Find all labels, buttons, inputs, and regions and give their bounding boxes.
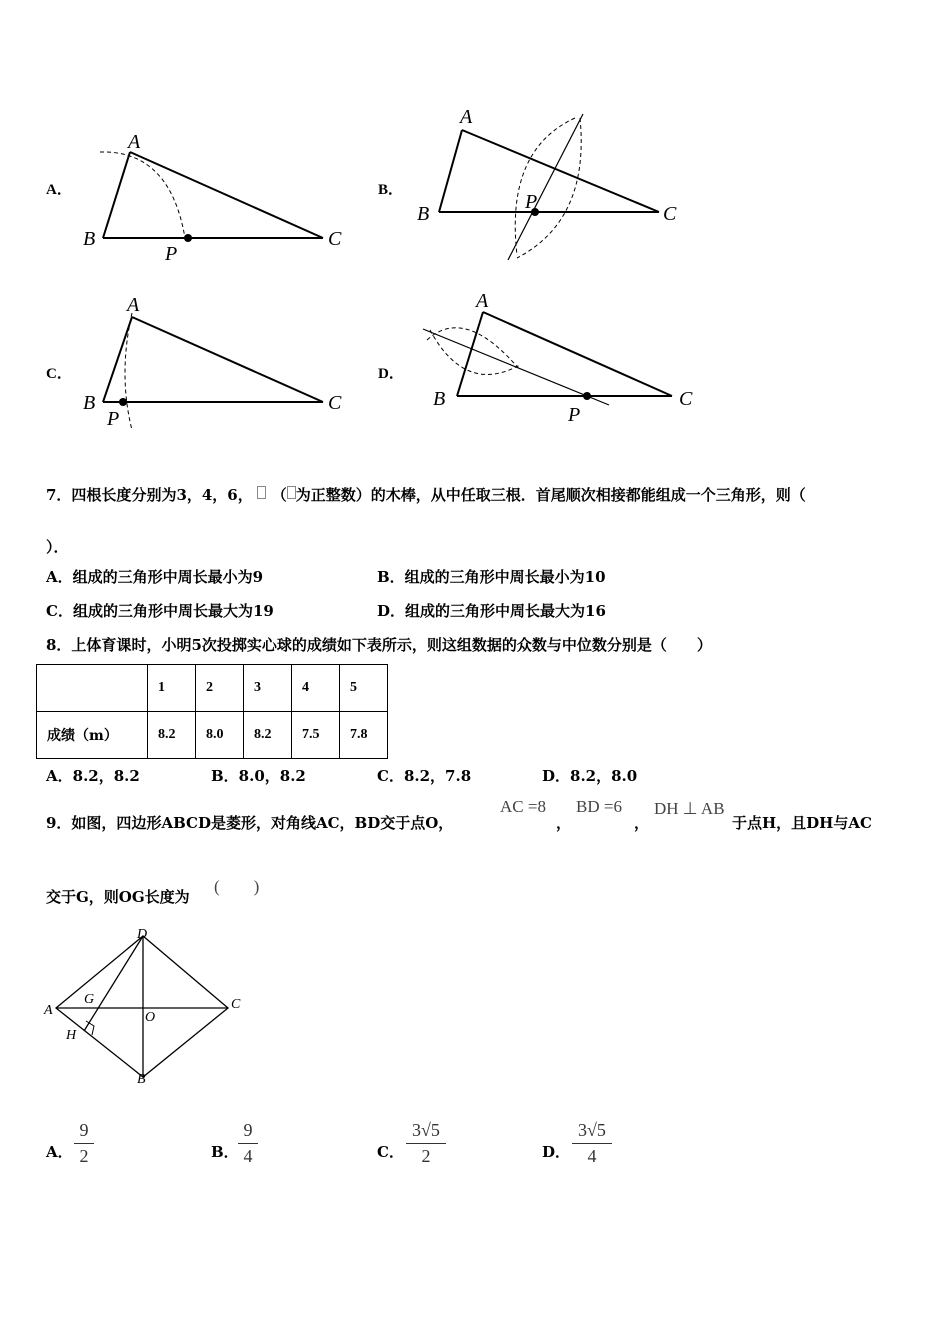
q9-option-b-label: B． xyxy=(211,1143,239,1161)
arc xyxy=(100,152,185,238)
label-c: C xyxy=(679,388,693,410)
q9-paren: ( ) xyxy=(214,877,260,896)
table-cell: 8.2 xyxy=(148,712,196,759)
q8-stem: 8．上体育课时，小明5次投掷实心球的成绩如下表所示，则这组数据的众数与中位数分别是（ ） xyxy=(46,636,712,654)
label-c: C xyxy=(663,203,677,225)
q9-option-d-label: D． xyxy=(542,1143,571,1161)
label-a: A xyxy=(476,290,489,312)
label-b: B xyxy=(417,203,430,225)
missing-symbol-box xyxy=(257,486,266,499)
table-cell: 成绩（m） xyxy=(37,712,148,759)
side-ab xyxy=(439,130,462,212)
table-row xyxy=(37,665,388,712)
arc xyxy=(125,313,132,430)
table-cell xyxy=(37,665,148,712)
table-cell: 8.0 xyxy=(196,712,244,759)
segment-dh xyxy=(84,936,143,1031)
denominator: 2 xyxy=(421,1146,431,1166)
rhombus xyxy=(56,936,228,1077)
arc-top xyxy=(427,328,520,370)
q9-stem-line2: 交于G，则OG长度为 xyxy=(46,888,190,906)
q7-stem-c: 为正整数）的木棒，从中任取三根．首尾顺次相接都能组成一个三角形，则（ xyxy=(295,486,806,504)
side-ac xyxy=(483,312,672,396)
table-row xyxy=(37,712,388,759)
label-d: D xyxy=(137,927,148,942)
label-a: A xyxy=(44,1003,53,1018)
q9-option-c-fraction xyxy=(406,1120,446,1167)
point-p xyxy=(583,392,591,400)
side-ac xyxy=(132,317,323,402)
label-p: P xyxy=(107,408,120,430)
q7-stem-line2: ）． xyxy=(46,538,69,556)
side-ab xyxy=(103,317,132,402)
q8-option-a: A．8.2，8.2 xyxy=(46,767,140,785)
q9-sep2: ， xyxy=(634,814,650,832)
table-cell: 8.2 xyxy=(244,712,292,759)
q8-option-c: C．8.2，7.8 xyxy=(377,767,472,785)
numerator: 3√5 xyxy=(578,1120,606,1140)
denominator: 2 xyxy=(79,1146,89,1166)
label-p: P xyxy=(165,243,178,265)
numerator: 9 xyxy=(79,1120,89,1140)
numerator: 9 xyxy=(243,1120,253,1140)
label-g: G xyxy=(84,992,95,1007)
table-cell: 4 xyxy=(292,665,340,712)
q7-stem-a: 7．四根长度分别为3，4，6， xyxy=(46,486,253,504)
label-h: H xyxy=(66,1028,77,1043)
q6-figure-b xyxy=(405,100,705,270)
q9-option-c-label: C． xyxy=(377,1143,404,1161)
table-cell: 1 xyxy=(148,665,196,712)
side-ab xyxy=(457,312,483,396)
table-cell: 7.5 xyxy=(292,712,340,759)
q9-stem-b: 于点H，且DH与AC xyxy=(732,814,872,832)
label-a: A xyxy=(460,106,473,128)
q9-math-perp: DH ⊥ AB xyxy=(654,799,725,818)
table-cell: 7.8 xyxy=(340,712,388,759)
label-c: C xyxy=(231,997,241,1012)
denominator: 4 xyxy=(243,1146,253,1166)
side-ac xyxy=(130,152,323,238)
label-b: B xyxy=(83,228,96,250)
label-c: C xyxy=(328,228,342,250)
q6-option-d-label: D． xyxy=(378,366,404,382)
q7-stem-b: （ xyxy=(271,486,287,504)
label-b: B xyxy=(433,388,446,410)
q6-option-c-label: C． xyxy=(46,366,72,382)
q6-figure-a xyxy=(70,120,370,270)
point-p xyxy=(119,398,127,406)
q7-option-b: B．组成的三角形中周长最小为10 xyxy=(377,568,606,586)
label-o: O xyxy=(145,1010,156,1025)
label-a: A xyxy=(128,131,141,153)
numerator: 3√5 xyxy=(412,1120,440,1140)
denominator: 4 xyxy=(587,1146,597,1166)
table-cell: 2 xyxy=(196,665,244,712)
q9-option-a-label: A． xyxy=(46,1143,73,1161)
q7-option-d: D．组成的三角形中周长最大为16 xyxy=(377,602,606,620)
point-p xyxy=(184,234,192,242)
arc-right xyxy=(517,118,581,258)
q9-option-a-fraction xyxy=(74,1120,94,1167)
q9-stem-a: 9．如图，四边形ABCD是菱形，对角线AC，BD交于点O， xyxy=(46,814,454,832)
q6-option-a-label: A． xyxy=(46,182,72,198)
q9-math-bd: BD =6 xyxy=(576,797,622,816)
q6-option-b-label: B． xyxy=(378,182,404,198)
missing-symbol-box xyxy=(287,486,296,499)
q9-rhombus-figure xyxy=(40,922,260,1092)
q8-score-table xyxy=(36,664,388,759)
label-c: C xyxy=(328,392,342,414)
label-p: P xyxy=(525,191,538,213)
q9-option-d-fraction xyxy=(572,1120,612,1167)
q7-option-c: C．组成的三角形中周长最大为19 xyxy=(46,602,274,620)
table-cell: 5 xyxy=(340,665,388,712)
q8-option-d: D．8.2，8.0 xyxy=(542,767,638,785)
q6-figure-c xyxy=(70,285,370,435)
label-p: P xyxy=(568,404,581,426)
side-ab xyxy=(103,152,130,238)
q7-option-a: A．组成的三角形中周长最小为9 xyxy=(46,568,264,586)
q7-stem xyxy=(46,484,806,505)
q9-sep1: ， xyxy=(556,814,572,832)
label-b: B xyxy=(83,392,96,414)
q9-math-ac: AC =8 xyxy=(500,797,546,816)
q8-option-b: B．8.0，8.2 xyxy=(211,767,306,785)
table-cell: 3 xyxy=(244,665,292,712)
q6-figure-d xyxy=(405,285,705,435)
label-a: A xyxy=(127,294,140,316)
q9-option-b-fraction xyxy=(238,1120,258,1167)
side-ac xyxy=(462,130,659,212)
label-b: B xyxy=(137,1072,146,1087)
